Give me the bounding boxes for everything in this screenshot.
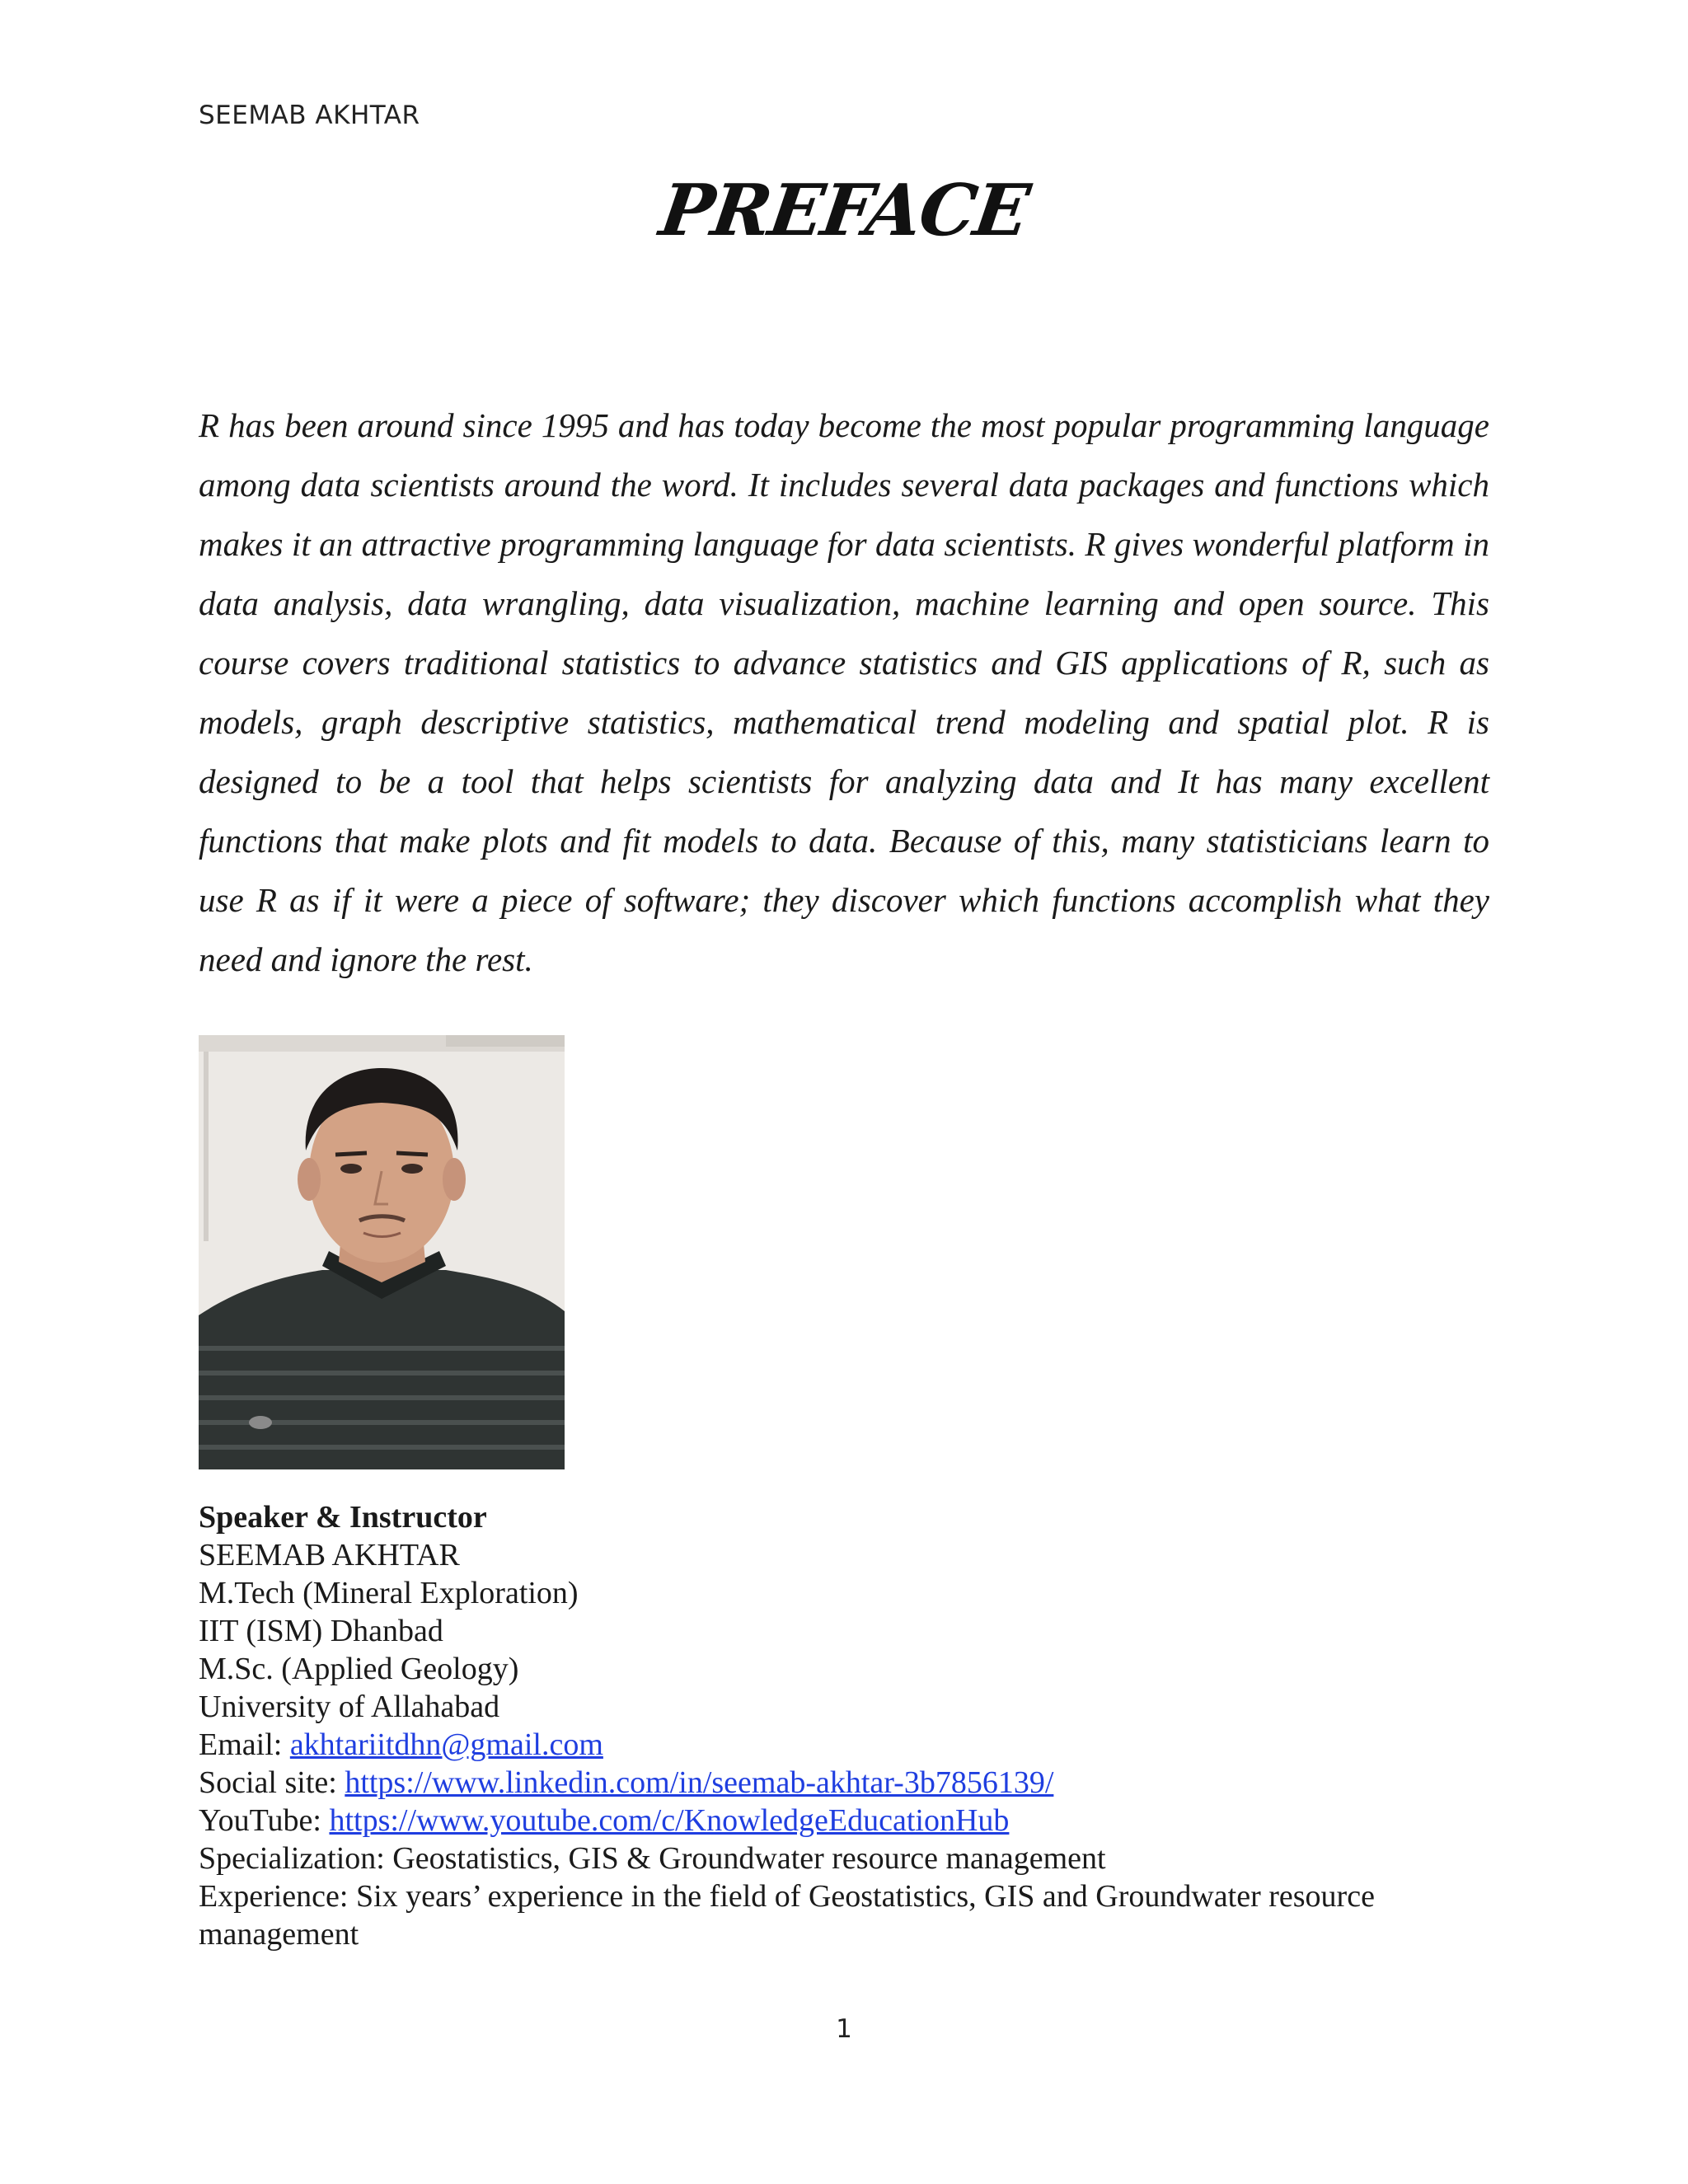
email-label: Email:	[199, 1727, 290, 1762]
preface-paragraph: R has been around since 1995 and has today become the most popular programming language among data scientists around the word. It includes several data packages and functions which makes it an attractive programming language for data scientists. R gives wonderful platform in data analysis, data wrangling, data visualization, machine learning and open source. This course covers traditional statistics to advance statistics and GIS applications of R, such as models, graph descriptive statistics, mathematical trend modeling and spatial plot. R is designed to be a tool that helps scientists for analyzing data and It has many excellent functions that make plots and fit models to data. Because of this, many statisticians learn to use R as if it were a piece of software; they discover which functions accomplish what they need and ignore the rest.	[199, 406, 1489, 978]
experience-line: Experience: Six years’ experience in the field of Geostatistics, GIS and Groundwater resource management	[199, 1879, 1375, 1952]
author-photo	[199, 1035, 565, 1469]
specialization-line: Specialization: Geostatistics, GIS & Groundwater resource management	[199, 1841, 1106, 1876]
page-number: 1	[836, 2014, 852, 2044]
running-header: SEEMAB AKHTAR	[199, 101, 420, 130]
youtube-link[interactable]: https://www.youtube.com/c/KnowledgeEducationHub	[329, 1803, 1010, 1838]
linkedin-link[interactable]: https://www.linkedin.com/in/seemab-akhtar-3b7856139/	[345, 1765, 1054, 1800]
email-line	[199, 1726, 1517, 1764]
youtube-label: YouTube:	[199, 1803, 330, 1838]
speaker-bio	[199, 1498, 1517, 1953]
social-line	[199, 1764, 1517, 1802]
social-label: Social site:	[199, 1765, 345, 1800]
email-link[interactable]: akhtariitdhn@gmail.com	[289, 1727, 603, 1762]
speaker-name: SEEMAB AKHTAR	[199, 1538, 460, 1572]
page-title: PREFACE	[654, 169, 1034, 252]
speaker-role: Speaker & Instructor	[199, 1500, 487, 1535]
youtube-line	[199, 1802, 1517, 1840]
institute-allahabad: University of Allahabad	[199, 1690, 500, 1724]
degree-mtech: M.Tech (Mineral Exploration)	[199, 1576, 579, 1610]
degree-msc: M.Sc. (Applied Geology)	[199, 1652, 519, 1686]
institute-iit: IIT (ISM) Dhanbad	[199, 1614, 443, 1648]
